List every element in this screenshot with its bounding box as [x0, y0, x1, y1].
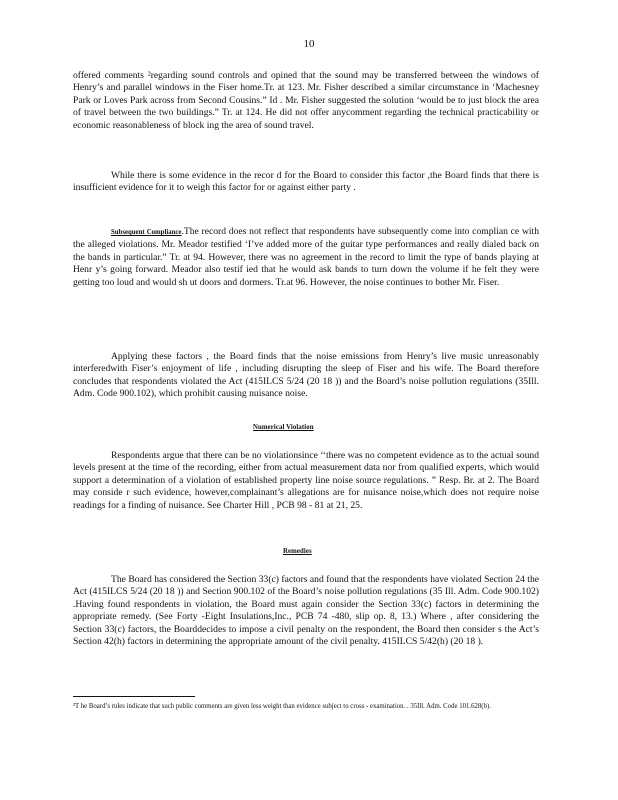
- paragraph-numerical-violation: Respondents argue that there can be no violationsince ‘‘there was no competent evidence as to the actual sound levels present at the time of the recording, either from actual measurement data nor from qualified experts, which would support a determination of a violation of established property line noise source regulations. ” Resp. Br. at 2. The Board may conside r such evidence, however,complainant’s allegations are for nuisance noise,which does not require noise readings for a finding of nuisance. See Charter Hill , PCB 98 - 81 at 21, 25.: [73, 450, 539, 511]
- footnote-rule: [73, 696, 195, 697]
- remedies-heading: Remedies: [283, 548, 312, 555]
- footnote: ²T he Board’s rules indicate that such public comments are given less weight than evidence subject to cross - examination. . 35Ill. Adm. Code 101.628(b).: [73, 703, 491, 710]
- paragraph-applying-factors: Applying these factors , the Board finds that the noise emissions from Henry’s live music unreasonably interferedwith Fiser’s enjoyment of life , including disrupting the sleep of Fiser and his wife. The Board therefore concludes that respondents violated the Act (415ILCS 5/24 (20 18 )) and the Board’s noise pollution regulations (35Ill. Adm. Code 900.102), which prohibit causing nuisance noise.: [73, 351, 539, 400]
- subsequent-compliance-heading: Subsequent Compliance: [111, 229, 182, 236]
- paragraph-sound-transfer: offered comments ²regarding sound controls and opined that the sound may be transferred between the windows of Henry’s and parallel windows in the Fiser home.Tr. at 123. Mr. Fisher described a similar circumstance in ‘Machesney Park or Loves Park across from Second Cousins.” Id . Mr. Fisher suggested the solution ‘would be to just block the area of travel between the two buildings.” Tr. at 124. He did not offer anycomment regarding the technical practicability or economic reasonableness of block ing the area of sound travel.: [73, 70, 539, 131]
- subsequent-compliance-text: .The record does not reflect that respondents have subsequently come into complian ce with the alleged violations. Mr. Meador testified ‘I’ve added more of the guitar type performances and really dialed back on the bands in particular.” Tr. at 94. However, there was no agreement in the record to limit the type of bands playing at Henr y’s going forward. Meador also testif ied that he would ask bands to turn down the volume if he felt they were getting too loud and would sh ut doors and dormers. Tr.at 96. However, the noise continues to bother Mr. Fiser.: [73, 226, 539, 288]
- page-number: 10: [303, 38, 315, 50]
- paragraph-insufficient-evidence: While there is some evidence in the recor d for the Board to consider this factor ,the Board finds that there is insufficient evidence for it to weigh this factor for or against either party .: [73, 170, 539, 194]
- paragraph-subsequent-compliance: [73, 226, 539, 289]
- paragraph-remedies: The Board has considered the Section 33(c) factors and found that the respondents have violated Section 24 the Act (415ILCS 5/24 (20 18 )) and Section 900.102 of the Board’s noise pollution regulations (35 Ill. Adm. Code 900.102) .Having found respondents in violation, the Board must again consider the Section 33(c) factors in determining the appropriate remedy. (See Forty -Eight Insulations,Inc., PCB 74 -480, slip op. 8, 13.) Where , after considering the Section 33(c) factors, the Boarddecides to impose a civil penalty on the respondent, the Board then consider s the Act’s Section 42(h) factors in determining the appropriate amount of the civil penalty. 415ILCS 5/42(h) (20 18 ).: [73, 574, 539, 648]
- numerical-violation-heading: Numerical Violation: [253, 424, 314, 431]
